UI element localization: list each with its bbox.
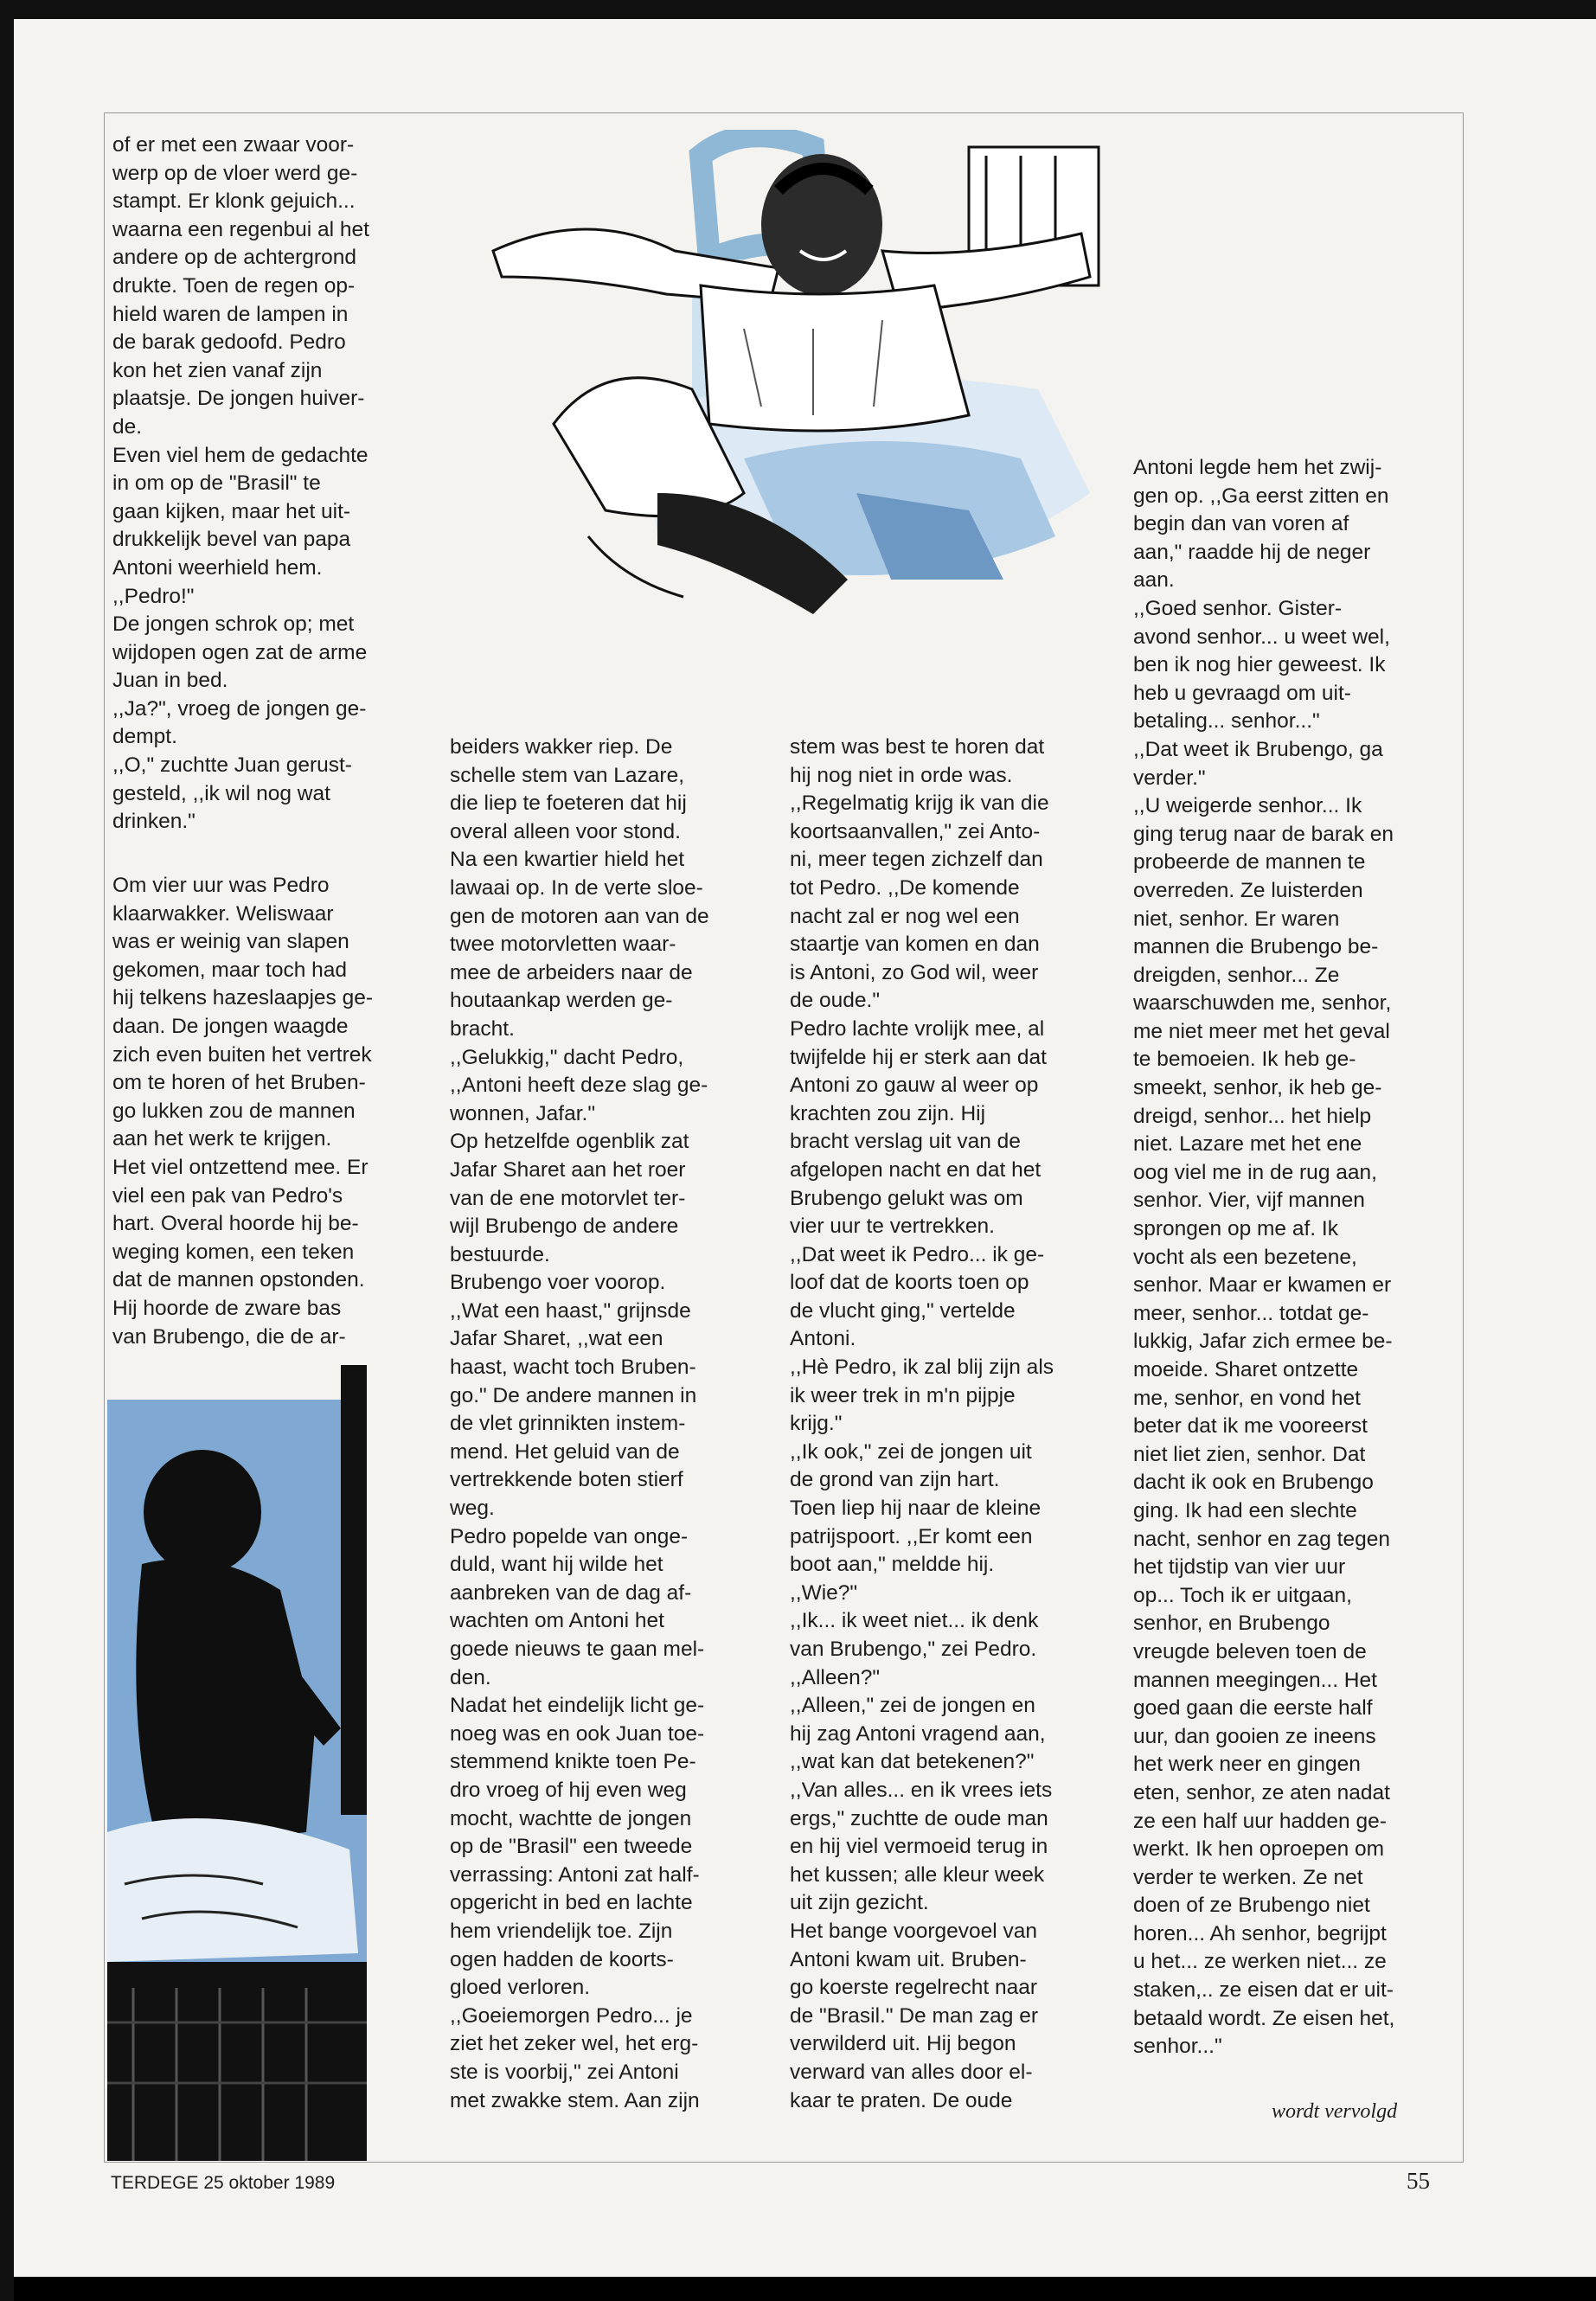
text-line: vocht als een bezetene, bbox=[1133, 1245, 1357, 1269]
text-line: andere op de achtergrond bbox=[112, 246, 356, 270]
text-line: mannen die Brubengo be- bbox=[1133, 935, 1379, 959]
text-line: gen op. ,,Ga eerst zitten en bbox=[1133, 484, 1389, 508]
text-line: Antoni kwam uit. Bruben- bbox=[790, 1947, 1027, 1971]
text-line: ,,Dat weet ik Brubengo, ga bbox=[1133, 737, 1383, 761]
text-line: mannen meegingen... Het bbox=[1133, 1668, 1377, 1692]
text-line: tot Pedro. ,,De komende bbox=[790, 875, 1020, 900]
text-line: ste is voorbij," zei Antoni bbox=[450, 2060, 679, 2084]
text-line: goede nieuws te gaan mel- bbox=[450, 1638, 705, 1661]
text-line: Het viel ontzettend mee. Er bbox=[112, 1155, 369, 1179]
text-line: ergs," zuchtte de oude man bbox=[790, 1806, 1048, 1830]
text-line: niet liet zien, senhor. Dat bbox=[1133, 1442, 1366, 1466]
text-line: koortsaanvallen," zei Anto- bbox=[790, 819, 1041, 843]
text-line: doen of ze Brubengo niet bbox=[1133, 1894, 1370, 1918]
ink-illustration-man-in-bed bbox=[484, 130, 1107, 683]
text-line: meer, senhor... totdat ge- bbox=[1133, 1301, 1369, 1325]
text-line: me, senhor, en vond het bbox=[1133, 1386, 1361, 1410]
text-line: met zwakke stem. Aan zijn bbox=[450, 2088, 700, 2112]
text-line: Pedro popelde van onge- bbox=[450, 1524, 689, 1548]
text-line: ging. Ik had een slechte bbox=[1133, 1498, 1357, 1522]
page-number: 55 bbox=[1407, 2168, 1430, 2194]
text-line: gesteld, ,,ik wil nog wat bbox=[112, 781, 330, 805]
text-line: om te horen of het Bruben- bbox=[112, 1071, 366, 1095]
text-line: betaald wordt. Ze eisen het, bbox=[1133, 2006, 1395, 2030]
text-line: in om op de "Brasil" te bbox=[112, 471, 321, 496]
text-line: stemmend knikte toen Pe- bbox=[450, 1750, 696, 1774]
text-line: Pedro lachte vrolijk mee, al bbox=[790, 1016, 1045, 1041]
text-line: zich even buiten het vertrek bbox=[112, 1042, 372, 1067]
text-line: dempt. bbox=[112, 725, 177, 749]
text-line: overal alleen voor stond. bbox=[450, 819, 681, 843]
text-line: go lukken zou de mannen bbox=[112, 1099, 356, 1123]
text-line: hield waren de lampen in bbox=[112, 302, 349, 326]
text-line: senhor. Vier, vijf mannen bbox=[1133, 1189, 1365, 1213]
text-line: me niet meer met het geval bbox=[1133, 1019, 1390, 1043]
text-line: niet, senhor. Er waren bbox=[1133, 907, 1340, 931]
column-3-lines bbox=[790, 734, 1101, 2115]
text-line: boot aan," meldde hij. bbox=[790, 1553, 995, 1577]
text-line: goed gaan die eerste half bbox=[1133, 1696, 1373, 1721]
text-line: Jafar Sharet aan het roer bbox=[450, 1157, 686, 1182]
text-line: is Antoni, zo God wil, weer bbox=[790, 960, 1039, 984]
scan-left-border bbox=[0, 0, 14, 2301]
text-line: Antoni legde hem het zwij- bbox=[1133, 456, 1382, 479]
text-line: opgericht in bed en lachte bbox=[450, 1891, 693, 1915]
text-line: twee motorvletten waar- bbox=[450, 933, 676, 957]
text-line: Jafar Sharet, ,,wat een bbox=[450, 1327, 663, 1351]
text-line: uur, dan gooien ze ineens bbox=[1133, 1724, 1376, 1748]
text-line: Brubengo voer voorop. bbox=[450, 1271, 666, 1295]
text-line: smeekt, senhor, ik heb ge- bbox=[1133, 1076, 1382, 1100]
text-line: op de "Brasil" een tweede bbox=[450, 1835, 693, 1859]
text-line: staartje van komen en dan bbox=[790, 933, 1040, 957]
text-line: horen... Ah senhor, begrijpt bbox=[1133, 1921, 1387, 1945]
text-line: het tijdstip van vier uur bbox=[1133, 1555, 1346, 1580]
text-line: sprongen op me af. Ik bbox=[1133, 1217, 1338, 1241]
text-line: de grond van zijn hart. bbox=[790, 1468, 1000, 1492]
text-line: beter dat ik me vooreerst bbox=[1133, 1414, 1368, 1439]
text-line: de vlucht ging," vertelde bbox=[790, 1298, 1016, 1323]
silhouette-illustration-boy bbox=[107, 1365, 367, 2161]
text-line: gen de motoren aan van de bbox=[450, 904, 709, 928]
text-line: verrassing: Antoni zat half- bbox=[450, 1862, 700, 1887]
text-line: viel een pak van Pedro's bbox=[112, 1183, 343, 1208]
text-line: ,,Alleen," zei de jongen en bbox=[790, 1694, 1035, 1718]
text-line: mend. Het geluid van de bbox=[450, 1439, 680, 1464]
text-line: go koerste regelrecht naar bbox=[790, 1976, 1037, 2000]
text-line: krijg." bbox=[790, 1412, 843, 1436]
text-line: ,,Alleen?" bbox=[790, 1665, 881, 1689]
text-line: of er met een zwaar voor- bbox=[112, 133, 355, 157]
text-line: afgelopen nacht en dat het bbox=[790, 1157, 1042, 1182]
text-line: die liep te foeteren dat hij bbox=[450, 792, 687, 816]
text-line: ,,Dat weet ik Pedro... ik ge- bbox=[790, 1242, 1045, 1266]
footer-publication: TERDEGE 25 oktober 1989 bbox=[111, 2173, 336, 2193]
text-line: ,,U weigerde senhor... Ik bbox=[1133, 794, 1362, 818]
text-line: was er weinig van slapen bbox=[112, 930, 349, 954]
text-line: ,,Wat een haast," grijnsde bbox=[450, 1298, 691, 1323]
text-line: probeerde de mannen te bbox=[1133, 850, 1366, 875]
text-line: loof dat de koorts toen op bbox=[790, 1271, 1029, 1295]
text-column-1-bottom bbox=[112, 872, 424, 1351]
text-line: senhor. Maar er kwamen er bbox=[1133, 1273, 1392, 1298]
text-line: moeide. Sharet ontzette bbox=[1133, 1358, 1359, 1381]
text-line: ze een half uur hadden ge- bbox=[1133, 1809, 1387, 1833]
text-line: Brubengo gelukt was om bbox=[790, 1186, 1023, 1210]
text-line: drukkelijk bevel van papa bbox=[112, 528, 351, 552]
text-line: van de ene motorvlet ter- bbox=[450, 1186, 686, 1210]
text-line: Toen liep hij naar de kleine bbox=[790, 1497, 1042, 1521]
text-line: verward van alles door el- bbox=[790, 2060, 1033, 2084]
text-line: verder te werken. Ze net bbox=[1133, 1865, 1363, 1889]
text-line: Om vier uur was Pedro bbox=[112, 874, 330, 897]
text-line: ik weer trek in m'n pijpje bbox=[790, 1383, 1016, 1407]
text-line: begin dan van voren af bbox=[1133, 512, 1349, 536]
text-line: dat de mannen opstonden. bbox=[112, 1268, 365, 1292]
text-line: aan. bbox=[1133, 568, 1175, 593]
text-line: de barak gedoofd. Pedro bbox=[112, 330, 346, 355]
text-column-1-top bbox=[112, 131, 424, 836]
text-line: waarschuwden me, senhor, bbox=[1133, 991, 1392, 1016]
text-line: gaan kijken, maar het uit- bbox=[112, 499, 351, 523]
text-line: Even viel hem de gedachte bbox=[112, 443, 369, 467]
text-line: werp op de vloer werd ge- bbox=[112, 161, 358, 185]
text-line: vier uur te vertrekken. bbox=[790, 1215, 995, 1239]
text-line: go." De andere mannen in bbox=[450, 1383, 697, 1407]
text-line: ziet het zeker wel, het erg- bbox=[450, 2032, 699, 2056]
text-line: ,,Van alles... en ik vrees iets bbox=[790, 1778, 1053, 1802]
text-line: ,,Ja?", vroeg de jongen ge- bbox=[112, 696, 367, 721]
text-line: aan het werk te krijgen. bbox=[112, 1127, 332, 1151]
text-column-2 bbox=[450, 734, 761, 2115]
text-line: den. bbox=[450, 1665, 491, 1689]
text-line: duld, want hij wilde het bbox=[450, 1553, 663, 1577]
text-line: ,,Hè Pedro, ik zal blij zijn als bbox=[790, 1356, 1054, 1380]
column-2-lines bbox=[450, 734, 761, 2115]
text-line: ,,Regelmatig krijg ik van die bbox=[790, 792, 1049, 816]
text-line: avond senhor... u weet wel, bbox=[1133, 625, 1390, 649]
text-line: ,,Antoni heeft deze slag ge- bbox=[450, 1074, 708, 1098]
text-line: niet. Lazare met het ene bbox=[1133, 1132, 1362, 1157]
text-line: hem vriendelijk toe. Zijn bbox=[450, 1919, 673, 1943]
text-line: dro vroeg of hij even weg bbox=[450, 1778, 687, 1802]
text-line: noeg was en ook Juan toe- bbox=[450, 1721, 705, 1746]
text-line: ,,Pedro!" bbox=[112, 584, 195, 608]
text-line: overreden. Ze luisterden bbox=[1133, 878, 1363, 902]
column-1a-lines bbox=[112, 131, 424, 836]
text-line: vreugde beleven toen de bbox=[1133, 1639, 1367, 1663]
text-line: Hij hoorde de zware bas bbox=[112, 1296, 342, 1320]
scan-top-border bbox=[0, 0, 1596, 19]
text-line: stem was best te horen dat bbox=[790, 735, 1045, 759]
text-line: haast, wacht toch Bruben- bbox=[450, 1356, 696, 1380]
text-line: u het... ze werken niet... ze bbox=[1133, 1950, 1387, 1974]
text-line: eten, senhor, ze aten nadat bbox=[1133, 1780, 1390, 1804]
text-line: de "Brasil." De man zag er bbox=[790, 2003, 1039, 2028]
text-line: de. bbox=[112, 414, 143, 439]
text-column-3 bbox=[790, 734, 1101, 2115]
text-line: daan. De jongen waagde bbox=[112, 1014, 349, 1038]
text-line: kaar te praten. De oude bbox=[790, 2088, 1013, 2112]
text-line: heb u gevraagd om uit- bbox=[1133, 681, 1351, 705]
text-column-4 bbox=[1133, 454, 1453, 2061]
text-line: twijfelde hij er sterk aan dat bbox=[790, 1045, 1047, 1069]
text-line: lawaai op. In de verte sloe- bbox=[450, 875, 703, 900]
text-line: hij nog niet in orde was. bbox=[790, 763, 1013, 787]
text-line: verder." bbox=[1133, 766, 1206, 790]
text-line: hart. Overal hoorde hij be- bbox=[112, 1212, 359, 1236]
text-line: gekomen, maar toch had bbox=[112, 958, 348, 982]
text-line: patrijspoort. ,,Er komt een bbox=[790, 1524, 1033, 1548]
text-line: lukkig, Jafar zich ermee be- bbox=[1133, 1330, 1393, 1354]
text-line: dreigd, senhor... het hielp bbox=[1133, 1104, 1372, 1128]
text-line: hij telkens hazeslaapjes ge- bbox=[112, 986, 373, 1010]
text-line: nacht, senhor en zag tegen bbox=[1133, 1527, 1390, 1551]
text-line: ,,Goed senhor. Gister- bbox=[1133, 596, 1343, 620]
text-line: schelle stem van Lazare, bbox=[450, 763, 684, 787]
text-line: te bemoeien. Ik heb ge- bbox=[1133, 1048, 1356, 1072]
text-line: staken,.. ze eisen dat er uit- bbox=[1133, 1978, 1394, 2003]
text-line: aan," raadde hij de neger bbox=[1133, 540, 1371, 564]
text-line: krachten zou zijn. Hij bbox=[790, 1101, 986, 1125]
text-line: betaling... senhor..." bbox=[1133, 709, 1320, 734]
text-line: Het bange voorgevoel van bbox=[790, 1919, 1038, 1943]
text-line: het kussen; alle kleur week bbox=[790, 1862, 1045, 1887]
text-line: De jongen schrok op; met bbox=[112, 612, 355, 637]
column-1b-lines bbox=[112, 872, 424, 1351]
text-line: bestuurde. bbox=[450, 1242, 550, 1266]
text-line: van Brubengo," zei Pedro. bbox=[790, 1638, 1037, 1661]
text-line: op... Toch ik er uitgaan, bbox=[1133, 1583, 1352, 1607]
text-line: oog viel me in de rug aan, bbox=[1133, 1160, 1377, 1184]
text-line: ,,Ik... ik weet niet... ik denk bbox=[790, 1609, 1039, 1633]
text-line: vertrekkende boten stierf bbox=[450, 1468, 683, 1492]
text-line: drukte. Toen de regen op- bbox=[112, 273, 356, 298]
text-line: ben ik nog hier geweest. Ik bbox=[1133, 653, 1386, 677]
text-line: senhor, en Brubengo bbox=[1133, 1612, 1330, 1636]
text-line: ogen hadden de koorts- bbox=[450, 1947, 674, 1971]
text-line: ,,O," zuchtte Juan gerust- bbox=[112, 753, 352, 778]
text-line: houtaankap werden ge- bbox=[450, 989, 673, 1013]
text-line: mocht, wachtte de jongen bbox=[450, 1806, 692, 1830]
text-line: mee de arbeiders naar de bbox=[450, 960, 693, 984]
text-line: bracht verslag uit van de bbox=[790, 1130, 1021, 1154]
text-line: ni, meer tegen zichzelf dan bbox=[790, 848, 1043, 872]
text-line: de vlet grinnikten instem- bbox=[450, 1412, 686, 1436]
text-line: Antoni zo gauw al weer op bbox=[790, 1074, 1039, 1098]
text-line: Antoni weerhield hem. bbox=[112, 555, 323, 580]
text-line: weg. bbox=[450, 1497, 495, 1521]
text-line: en hij viel vermoeid terug in bbox=[790, 1835, 1048, 1859]
text-line: waarna een regenbui al het bbox=[112, 217, 369, 241]
text-line: senhor..." bbox=[1133, 2035, 1222, 2059]
text-line: dreigden, senhor... Ze bbox=[1133, 963, 1340, 987]
text-line: uit zijn gezicht. bbox=[790, 1891, 929, 1915]
text-line: Antoni. bbox=[790, 1327, 856, 1351]
text-line: beiders wakker riep. De bbox=[450, 735, 673, 759]
text-line: wijdopen ogen zat de arme bbox=[112, 640, 368, 664]
text-line: ,,Goeiemorgen Pedro... je bbox=[450, 2003, 693, 2028]
text-line: drinken." bbox=[112, 810, 195, 834]
text-line: kon het zien vanaf zijn bbox=[112, 358, 323, 382]
text-line: Op hetzelfde ogenblik zat bbox=[450, 1130, 689, 1154]
text-line: Juan in bed. bbox=[112, 669, 228, 693]
text-line: bracht. bbox=[450, 1016, 515, 1041]
text-line: ,,wat kan dat betekenen?" bbox=[790, 1750, 1035, 1774]
text-line: gloed verloren. bbox=[450, 1976, 591, 2000]
continued-note: wordt vervolgd bbox=[1272, 2100, 1398, 2123]
text-line: stampt. Er klonk gejuich... bbox=[112, 189, 356, 214]
text-line: werkt. Ik hen oproepen om bbox=[1133, 1837, 1385, 1862]
text-line: hij zag Antoni vragend aan, bbox=[790, 1721, 1046, 1746]
text-line: nacht zal er nog wel een bbox=[790, 904, 1020, 928]
text-line: ,,Gelukkig," dacht Pedro, bbox=[450, 1045, 684, 1069]
text-line: ,,Ik ook," zei de jongen uit bbox=[790, 1439, 1032, 1464]
text-line: wijl Brubengo de andere bbox=[450, 1215, 679, 1239]
text-line: de oude." bbox=[790, 989, 881, 1013]
text-line: dacht ik ook en Brubengo bbox=[1133, 1471, 1374, 1495]
text-line: wachten om Antoni het bbox=[450, 1609, 664, 1633]
text-line: plaatsje. De jongen huiver- bbox=[112, 387, 365, 411]
text-line: ging terug naar de barak en bbox=[1133, 822, 1394, 846]
text-line: weging komen, een teken bbox=[112, 1240, 355, 1264]
text-line: ,,Wie?" bbox=[790, 1580, 858, 1605]
text-line: het werk neer en gingen bbox=[1133, 1753, 1361, 1777]
column-4-lines bbox=[1133, 454, 1453, 2061]
text-line: aanbreken van de dag af- bbox=[450, 1580, 692, 1605]
text-line: Nadat het eindelijk licht ge- bbox=[450, 1694, 705, 1718]
text-line: klaarwakker. Weliswaar bbox=[112, 901, 334, 926]
text-line: van Brubengo, die de ar- bbox=[112, 1324, 346, 1349]
text-line: verwilderd uit. Hij begon bbox=[790, 2032, 1016, 2056]
text-line: wonnen, Jafar." bbox=[450, 1101, 596, 1125]
text-line: Na een kwartier hield het bbox=[450, 848, 685, 872]
